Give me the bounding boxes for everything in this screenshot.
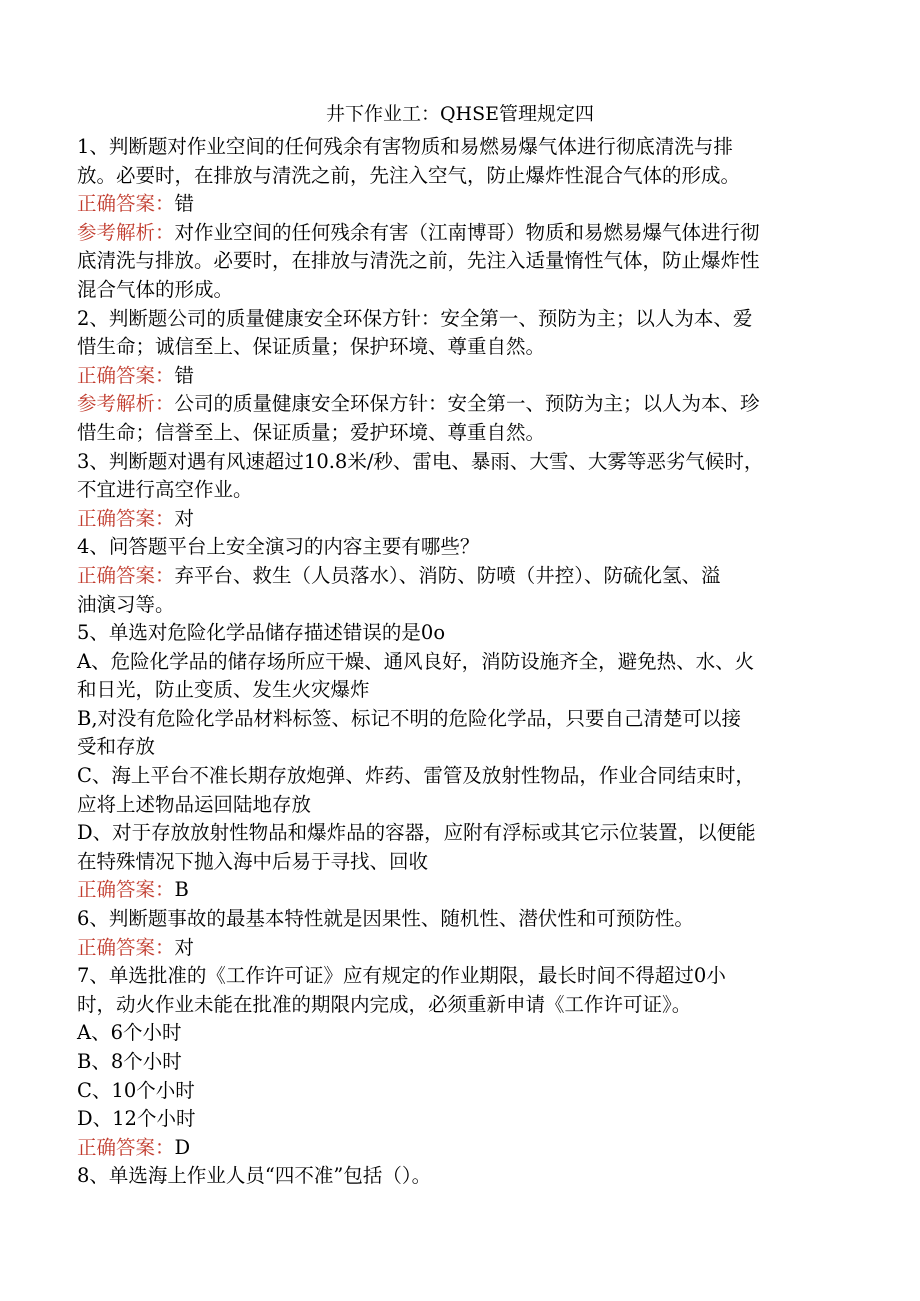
analysis-text: 混合气体的形成。 (77, 277, 234, 301)
question-text: 1、判断题对作业空间的任何残余有害物质和易燃易爆气体进行彻底清洗与排 (77, 135, 733, 158)
option-line (77, 791, 847, 820)
question-text: 放。必要时，在排放与清洗之前，先注入空气，防止爆炸性混合气体的形成。 (77, 163, 741, 187)
answer-label: 正确答案： (77, 563, 175, 587)
question-text: 3、判断题对遇有风速超过10.8米/秒、雷电、暴雨、大雪、大雾等恶劣气候时， (77, 449, 764, 473)
option-text: 受和存放 (77, 735, 156, 759)
question-stem-line (77, 619, 847, 648)
answer-label: 正确答案： (77, 506, 175, 530)
option-text: D、12个小时 (77, 1107, 196, 1131)
option-line (77, 819, 847, 848)
question-text: 8、单选海上作业人员“四不准”包括（）。 (77, 1164, 432, 1188)
question-text: 2、判断题公司的质量健康安全环保方针：安全第一、预防为主；以人为本、爱 (77, 306, 753, 330)
question-text: 不宜进行高空作业。 (77, 478, 253, 502)
analysis-text: 对作业空间的任何残余有害（江南博哥）物质和易燃易爆气体进行彻 (174, 220, 760, 244)
answer-text: 错 (174, 363, 195, 387)
answer-text: D (174, 1135, 191, 1159)
question-stem-line (77, 162, 847, 191)
answer-line (77, 876, 847, 905)
answer-label: 正确答案： (77, 363, 175, 387)
question-stem-line (77, 1162, 847, 1191)
answer-line-continued (77, 591, 847, 620)
option-text: A、6个小时 (77, 1021, 182, 1045)
answer-text: 对 (174, 935, 195, 959)
option-text: B,对没有危险化学品材料标签、标记不明的危险化学品，只要自己清楚可以接 (77, 706, 742, 730)
option-line (77, 648, 847, 677)
option-text: 应将上述物品运回陆地存放 (77, 792, 312, 816)
answer-line (77, 934, 847, 963)
analysis-line (77, 276, 847, 305)
question-text: 7、单选批准的《工作许可证》应有规定的作业期限，最长时间不得超过0小 (77, 964, 726, 988)
answer-text: 油演习等。 (77, 592, 175, 616)
analysis-line (77, 419, 847, 448)
option-line (77, 733, 847, 762)
option-text: C、10个小时 (77, 1078, 195, 1102)
answer-line (77, 505, 847, 534)
question-stem-line (77, 333, 847, 362)
option-line (77, 676, 847, 705)
question-text: 5、单选对危险化学品储存描述错误的是0o (77, 621, 446, 645)
answer-line (77, 362, 847, 391)
question-stem-line (77, 476, 847, 505)
answer-label: 正确答案： (77, 1135, 175, 1159)
question-stem-line (77, 133, 847, 162)
analysis-text: 公司的质量健康安全环保方针：安全第一、预防为主；以人为本、珍 (174, 392, 760, 416)
answer-text: 对 (174, 506, 195, 530)
question-stem-line (77, 533, 847, 562)
answer-label: 正确答案： (77, 878, 175, 902)
option-text: A、危险化学品的储存场所应干燥、通风良好，消防设施齐全，避免热、水、火 (77, 649, 755, 673)
document-title: 井下作业工：QHSE管理规定四 (325, 103, 595, 125)
question-text: 6、判断题事故的最基本特性就是因果性、随机性、潜伏性和可预防性。 (77, 907, 694, 931)
question-text: 惜生命；诚信至上、保证质量；保护环境、尊重自然。 (77, 335, 546, 359)
option-text: D、对于存放放射性物品和爆炸品的容器，应附有浮标或其它示位装置，以便能 (77, 821, 756, 845)
question-stem-line (77, 305, 847, 334)
option-line (77, 762, 847, 791)
analysis-label: 参考解析： (77, 392, 175, 416)
question-stem-line (77, 905, 847, 934)
question-text: 时，动火作业未能在批准的期限内完成，必须重新申请《工作许可证》。 (77, 992, 692, 1016)
answer-label: 正确答案： (77, 192, 175, 216)
answer-text: 弃平台、救生（人员落水）、消防、防喷（井控）、防硫化氢、溢 (174, 563, 721, 587)
question-stem-line (77, 448, 847, 477)
analysis-line (77, 219, 847, 248)
analysis-text: 底清洗与排放。必要时，在排放与清洗之前，先注入适量惰性气体，防止爆炸性 (77, 249, 760, 273)
option-text: B、8个小时 (77, 1050, 182, 1073)
question-stem-line (77, 991, 847, 1020)
option-text: 和日光，防止变质、发生火灾爆炸 (77, 678, 370, 702)
question-list (77, 133, 847, 1191)
option-line (77, 1019, 847, 1048)
option-line (77, 848, 847, 877)
analysis-label: 参考解析： (77, 220, 175, 244)
answer-text: 错 (174, 192, 195, 216)
answer-text: B (174, 878, 189, 902)
answer-label: 正确答案： (77, 935, 175, 959)
analysis-line (77, 247, 847, 276)
option-line (77, 705, 847, 734)
answer-line (77, 190, 847, 219)
option-line (77, 1105, 847, 1134)
analysis-text: 惜生命；信誉至上、保证质量；爱护环境、尊重自然。 (77, 420, 546, 444)
option-line (77, 1048, 847, 1077)
option-line (77, 1077, 847, 1106)
analysis-line (77, 390, 847, 419)
option-text: 在特殊情况下抛入海中后易于寻找、回收 (77, 849, 429, 873)
answer-line (77, 1134, 847, 1163)
question-text: 4、问答题平台上安全演习的内容主要有哪些？ (77, 535, 480, 559)
option-text: C、海上平台不准长期存放炮弹、炸药、雷管及放射性物品，作业合同结束时， (77, 764, 755, 788)
question-stem-line (77, 962, 847, 991)
answer-line (77, 562, 847, 591)
